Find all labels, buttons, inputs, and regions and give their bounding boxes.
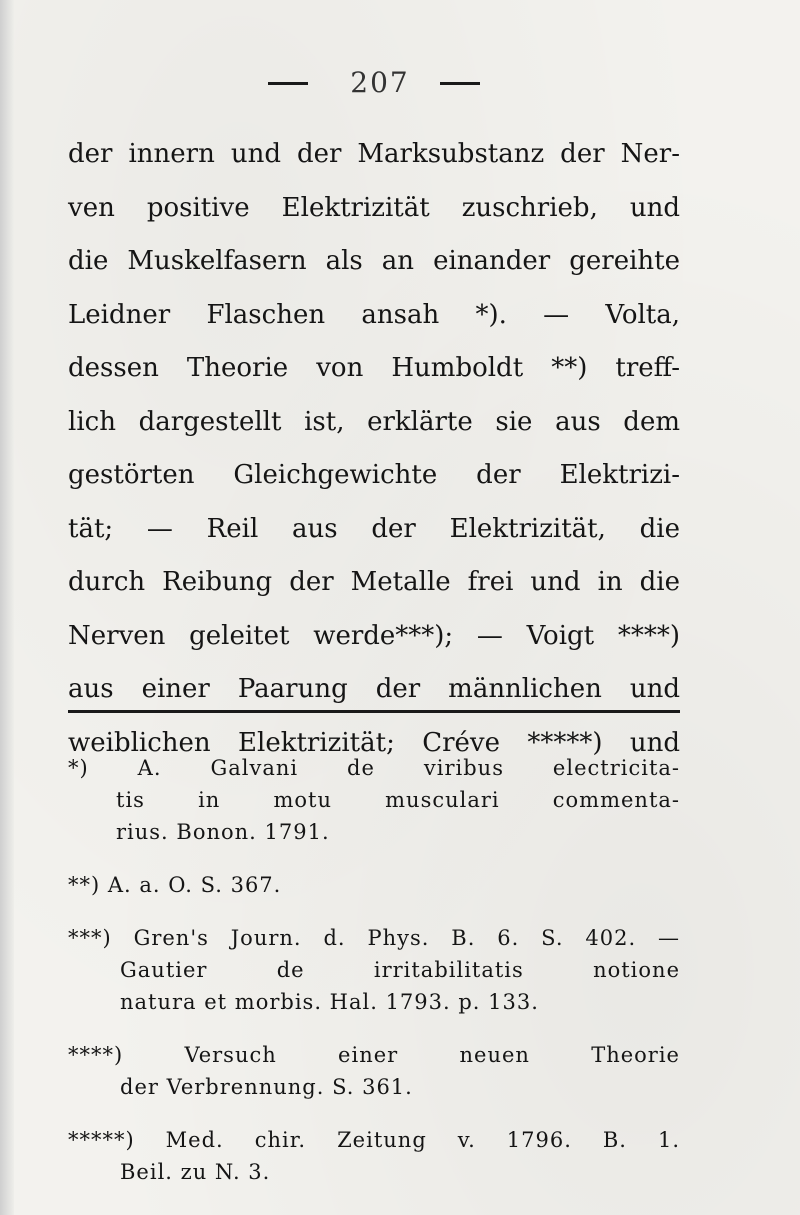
footnote: [68, 869, 680, 901]
footnote: [68, 922, 680, 1018]
footnote-line: natura et morbis. Hal. 1793. p. 133.: [120, 990, 539, 1014]
footnote-line: *****) Med. chir. Zeitung v. 1796. B. 1.: [68, 1128, 680, 1152]
footnote-line: ****) Versuch einer neuen Theorie: [68, 1043, 680, 1067]
footnote-line: der Verbrennung. S. 361.: [120, 1075, 413, 1099]
header-dash-right: [440, 82, 480, 85]
text-line: dessen Theorie von Humboldt **) treff-: [68, 353, 680, 383]
footnote-separator: [68, 710, 680, 713]
footnote-line: ***) Gren's Journ. d. Phys. B. 6. S. 402. —: [68, 926, 680, 950]
footnote-line: **) A. a. O. S. 367.: [68, 873, 282, 897]
footnote-line: rius. Bonon. 1791.: [116, 820, 330, 844]
text-line: weiblichen Elektrizität; Créve *****) und: [68, 727, 680, 758]
footnote: [68, 752, 680, 848]
text-line: Nerven geleitet werde***); — Voigt ****): [68, 620, 680, 651]
page-edge-shadow: [0, 0, 14, 1215]
footnote-line: Beil. zu N. 3.: [120, 1160, 271, 1184]
text-line: gestörten Gleichgewichte der Elektrizi-: [68, 460, 680, 490]
header-dash-left: [268, 82, 308, 85]
text-line: durch Reibung der Metalle frei und in die: [68, 567, 680, 597]
page-number: 207: [350, 66, 410, 99]
text-line: lich dargestellt ist, erklärte sie aus dem: [68, 406, 680, 437]
footnote-line: *) A. Galvani de viribus electricita-: [68, 756, 680, 780]
text-line: der innern und der Marksubstanz der Ner-: [68, 139, 680, 169]
text-line: tät; — Reil aus der Elektrizität, die: [68, 513, 680, 544]
text-line: aus einer Paarung der männlichen und: [68, 674, 680, 704]
text-line: die Muskelfasern als an einander gereihte: [68, 246, 680, 276]
text-line: Leidner Flaschen ansah *). — Volta,: [68, 299, 680, 330]
footnote: [68, 1124, 680, 1188]
footnote-line: tis in motu musculari commenta-: [116, 788, 680, 812]
main-text: [68, 128, 680, 770]
page-header: [0, 62, 800, 102]
footnote-line: Gautier de irritabilitatis notione: [120, 958, 680, 982]
footnote: [68, 1039, 680, 1103]
footnotes: [68, 752, 680, 1188]
text-line: ven positive Elektrizität zuschrieb, und: [68, 192, 680, 223]
